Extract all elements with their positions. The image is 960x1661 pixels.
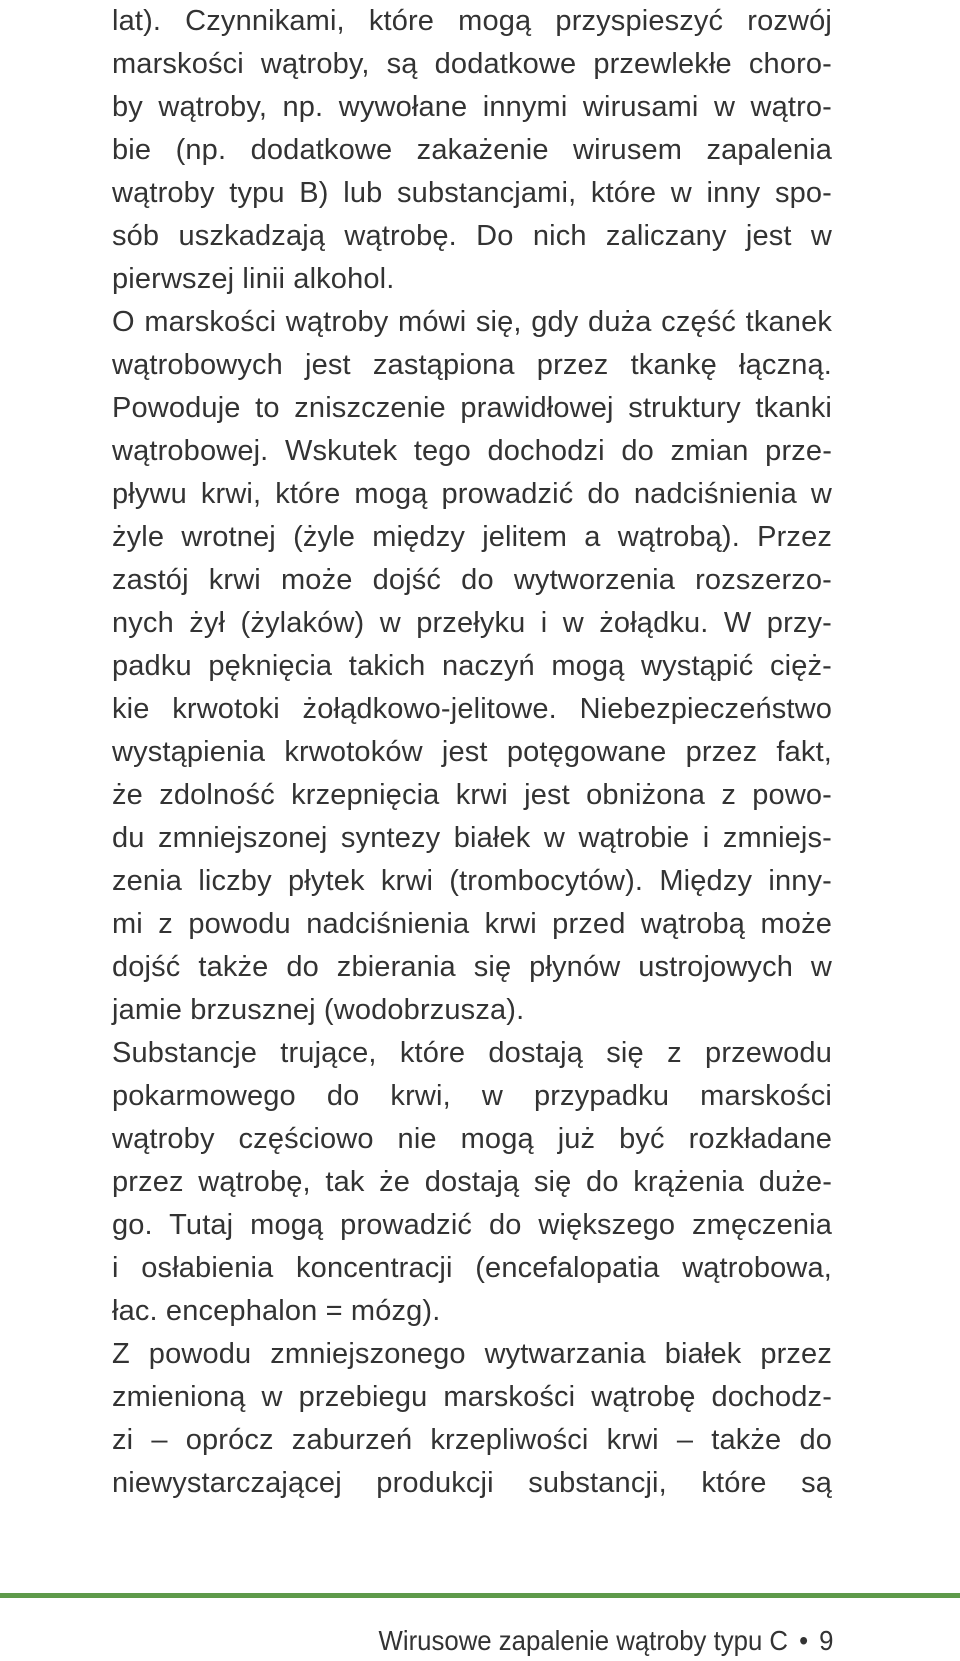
text-line: bie (np. dodatkowe zakażenie wirusem zapalenia	[112, 134, 832, 166]
text-line: przez wątrobę, tak że dostają się do krążenia duże-	[112, 1166, 832, 1198]
footer-title: Wirusowe zapalenie wątroby typu C	[378, 1625, 788, 1656]
text-line: i osłabienia koncentracji (encefalopatia wątrobowa,	[112, 1252, 832, 1284]
text-line: zi – oprócz zaburzeń krzepliwości krwi – także do	[112, 1424, 832, 1456]
text-line: wątroby typu B) lub substancjami, które w inny spo-	[112, 177, 832, 209]
text-line: pierwszej linii alkohol.	[112, 263, 395, 295]
text-line: wystąpienia krwotoków jest potęgowane przez fakt,	[112, 736, 832, 768]
text-line: dojść także do zbierania się płynów ustrojowych w	[112, 951, 832, 983]
text-line: wątrobowej. Wskutek tego dochodzi do zmian prze-	[112, 435, 832, 467]
text-line: żyle wrotnej (żyle między jelitem a wątrobą). Przez	[112, 521, 832, 553]
text-line: Powoduje to zniszczenie prawidłowej struktury tkanki	[112, 392, 832, 424]
text-line: marskości wątroby, są dodatkowe przewlekłe choro-	[112, 48, 832, 80]
text-line: padku pęknięcia takich naczyń mogą wystąpić cięż-	[112, 650, 832, 682]
text-line: że zdolność krzepnięcia krwi jest obniżona z powo-	[112, 779, 832, 811]
text-line: łac. encephalon = mózg).	[112, 1295, 441, 1327]
text-line: du zmniejszonej syntezy białek w wątrobie i zmniejs-	[112, 822, 832, 854]
text-line: mi z powodu nadciśnienia krwi przed wątrobą może	[112, 908, 832, 940]
text-line: zastój krwi może dojść do wytworzenia rozszerzo-	[112, 564, 832, 596]
text-line: kie krwotoki żołądkowo-jelitowe. Niebezpieczeństwo	[112, 693, 832, 725]
text-line: nych żył (żylaków) w przełyku i w żołądku. W przy-	[112, 607, 832, 639]
text-line: lat). Czynnikami, które mogą przyspieszyć rozwój	[112, 5, 832, 37]
page-number: 9	[818, 1625, 833, 1656]
text-line: by wątroby, np. wywołane innymi wirusami w wątro-	[112, 91, 832, 123]
running-footer	[378, 1624, 833, 1658]
text-line: Z powodu zmniejszonego wytwarzania białek przez	[112, 1338, 832, 1370]
text-line: O marskości wątroby mówi się, gdy duża część tkanek	[112, 306, 832, 338]
text-line: zenia liczby płytek krwi (trombocytów). Między inny-	[112, 865, 832, 897]
footer-bullet: •	[798, 1625, 808, 1656]
text-line: jamie brzusznej (wodobrzusza).	[112, 994, 525, 1026]
footer-divider	[0, 1593, 960, 1598]
text-line: niewystarczającej produkcji substancji, które są	[112, 1467, 832, 1499]
text-line: wątroby częściowo nie mogą już być rozkładane	[112, 1123, 832, 1155]
text-line: sób uszkadzają wątrobę. Do nich zaliczany jest w	[112, 220, 832, 252]
text-line: zmienioną w przebiegu marskości wątrobę dochodz-	[112, 1381, 832, 1413]
text-line: pokarmowego do krwi, w przypadku marskości	[112, 1080, 832, 1112]
text-line: Substancje trujące, które dostają się z przewodu	[112, 1037, 832, 1069]
text-line: pływu krwi, które mogą prowadzić do nadciśnienia w	[112, 478, 832, 510]
text-line: wątrobowych jest zastąpiona przez tkankę łączną.	[112, 349, 832, 381]
text-line: go. Tutaj mogą prowadzić do większego zmęczenia	[112, 1209, 832, 1241]
